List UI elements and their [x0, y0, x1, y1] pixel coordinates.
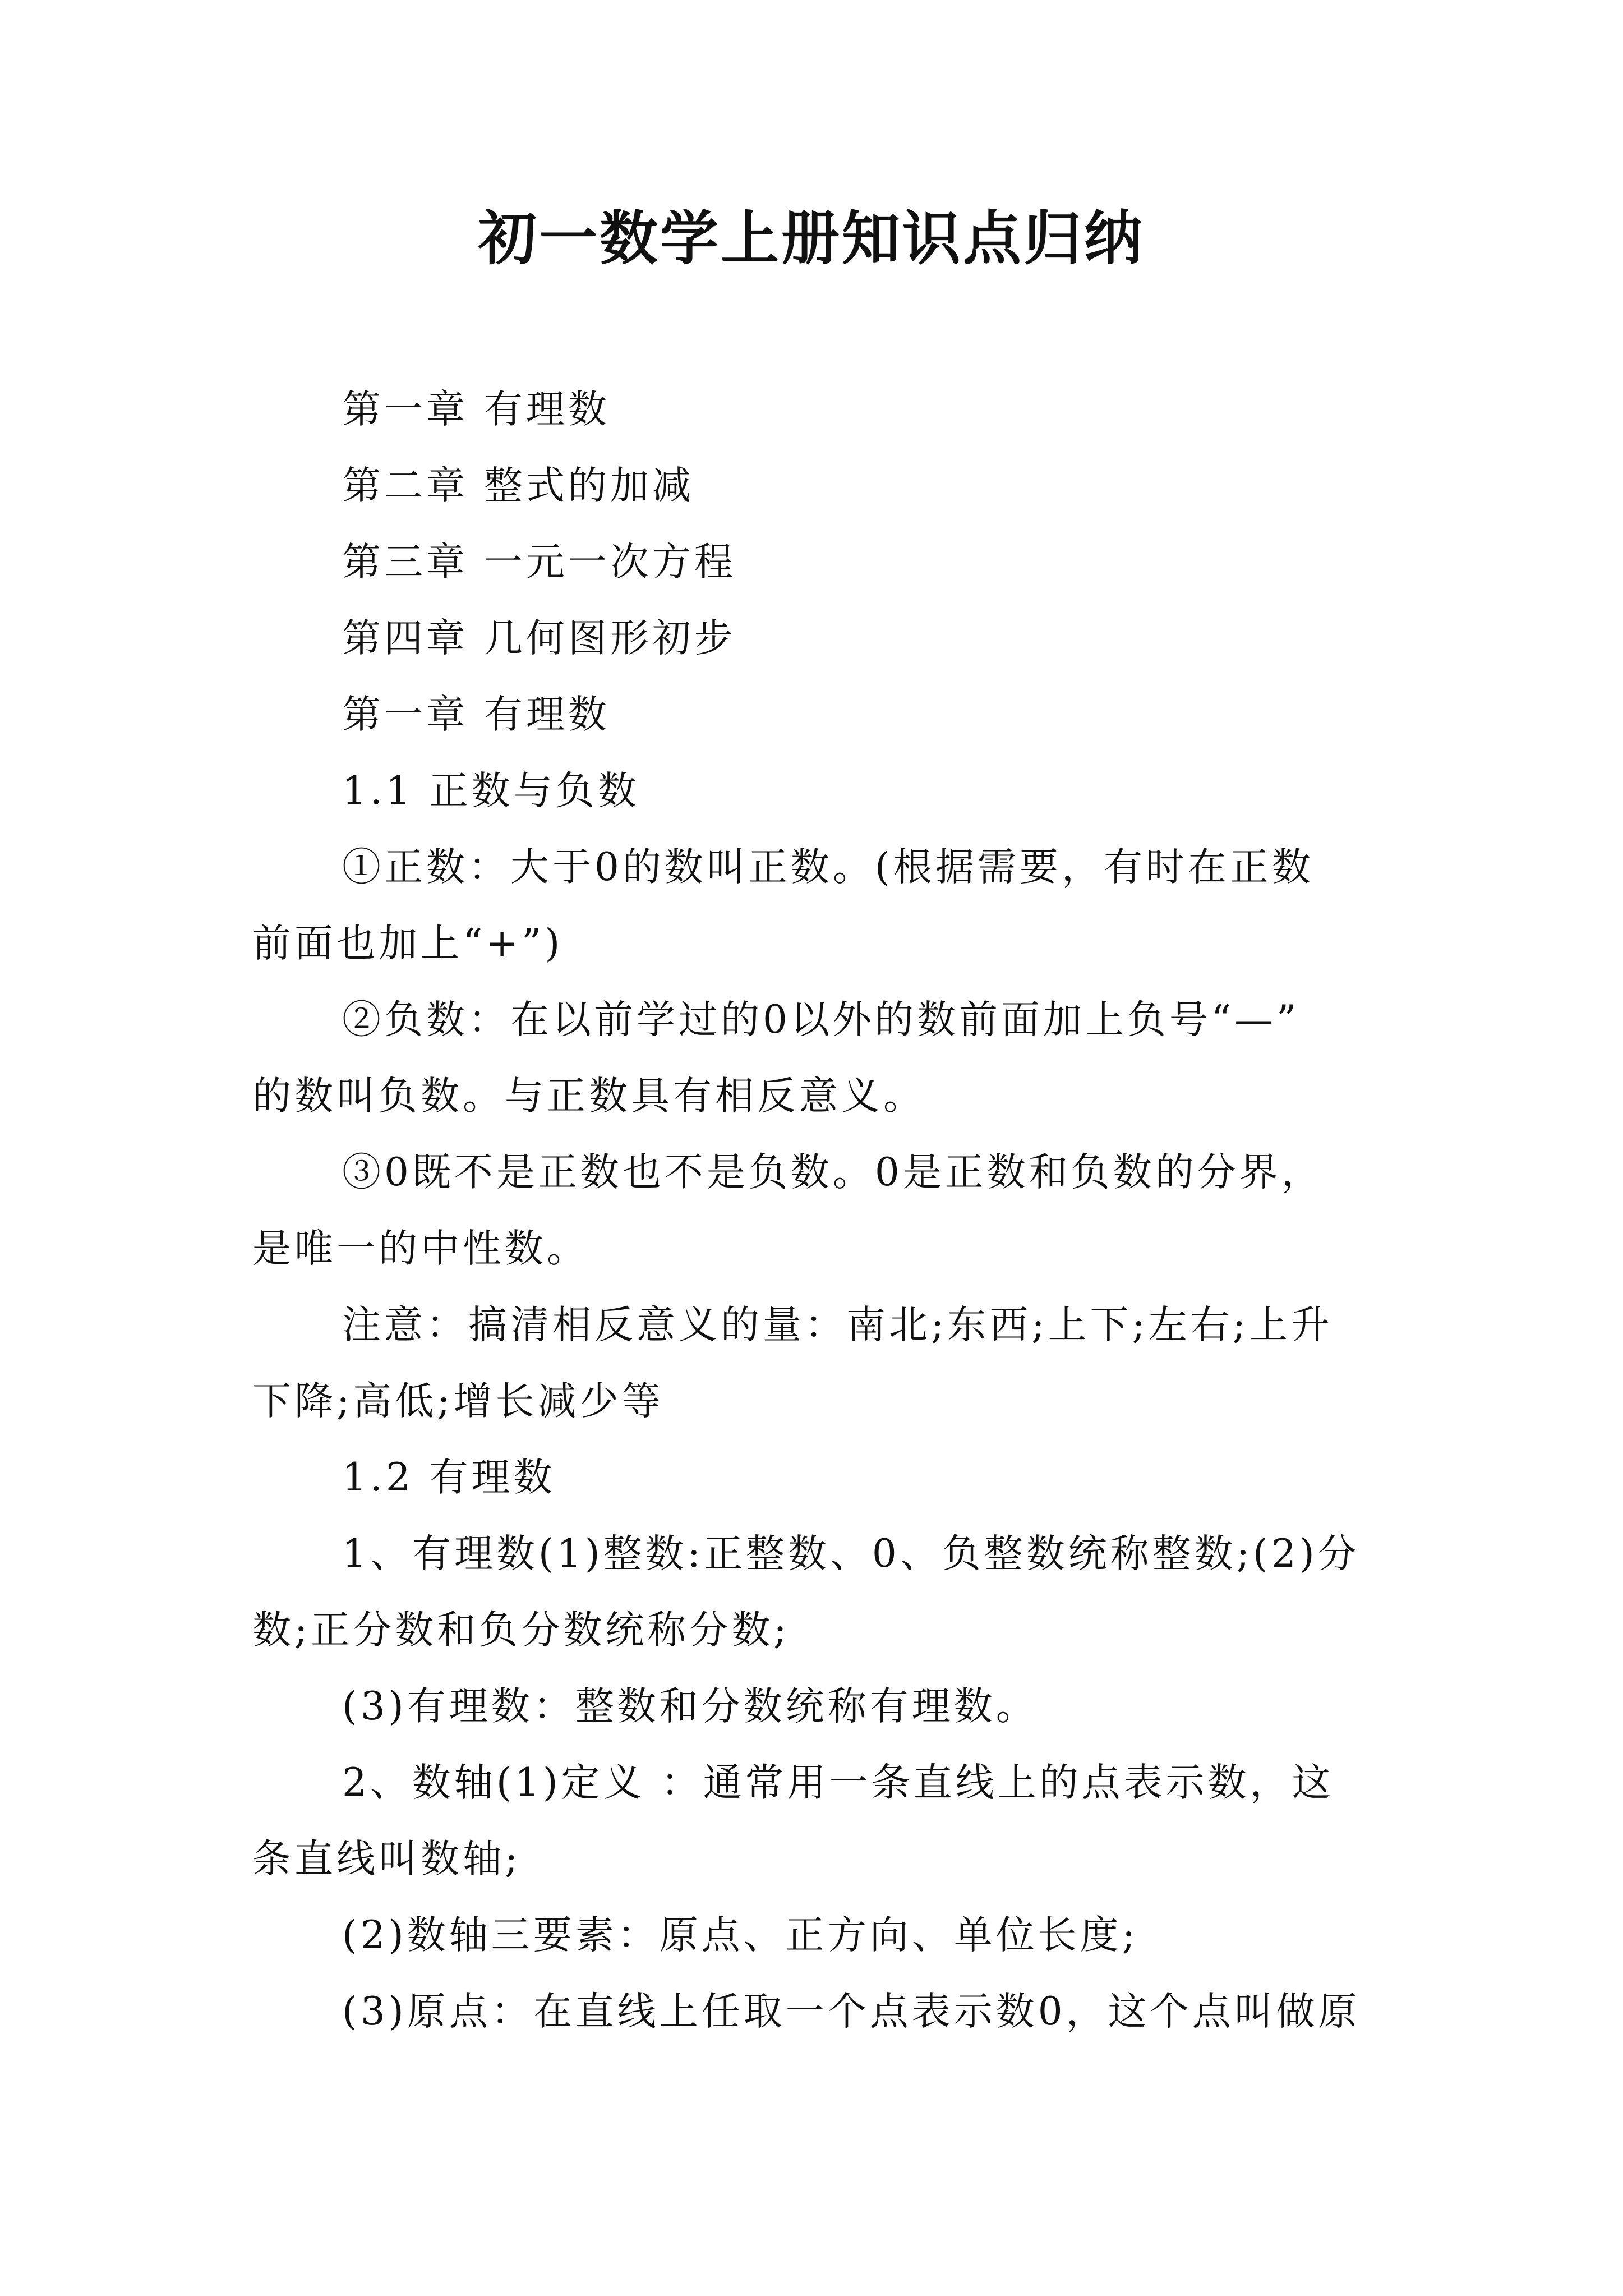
document-line: 第一章 有理数	[342, 387, 610, 432]
document-line: 前面也加上“+”)	[252, 921, 564, 966]
document-line: 1.1 正数与负数	[342, 769, 640, 813]
document-line: 1.2 有理数	[342, 1455, 556, 1500]
document-line: 数;正分数和负分数统称分数;	[252, 1608, 790, 1653]
document-line: (2)数轴三要素：原点、正方向、单位长度;	[342, 1913, 1138, 1958]
document-line: 注意：搞清相反意义的量：南北;东西;上下;左右;上升	[342, 1303, 1333, 1347]
document-line: (3)有理数：整数和分数统称有理数。	[342, 1684, 1038, 1729]
document-line: 第三章 一元一次方程	[342, 540, 736, 585]
document-line: 是唯一的中性数。	[252, 1226, 589, 1271]
document-line: (3)原点：在直线上任取一个点表示数0，这个点叫做原	[342, 1989, 1361, 2034]
document-line: ①正数：大于0的数叫正数。(根据需要，有时在正数	[342, 845, 1314, 890]
document-line: ②负数：在以前学过的0以外的数前面加上负号“—”	[342, 997, 1300, 1042]
document-line: 下降;高低;增长减少等	[252, 1379, 664, 1424]
document-line: 1、有理数(1)整数:正整数、0、负整数统称整数;(2)分	[342, 1531, 1360, 1576]
document-line: 条直线叫数轴;	[252, 1837, 522, 1881]
document-line: 的数叫负数。与正数具有相反意义。	[252, 1074, 925, 1119]
document-line: 2、数轴(1)定义 ：通常用一条直线上的点表示数，这	[342, 1760, 1334, 1805]
document-line: 第一章 有理数	[342, 692, 610, 737]
document-line: ③0既不是正数也不是负数。0是正数和负数的分界，	[342, 1150, 1324, 1195]
document-body	[252, 371, 1374, 2050]
document-line: 第四章 几何图形初步	[342, 616, 736, 661]
document-line: 第二章 整式的加减	[342, 463, 694, 508]
document-title: 初一数学上册知识点归纳	[478, 204, 1145, 273]
